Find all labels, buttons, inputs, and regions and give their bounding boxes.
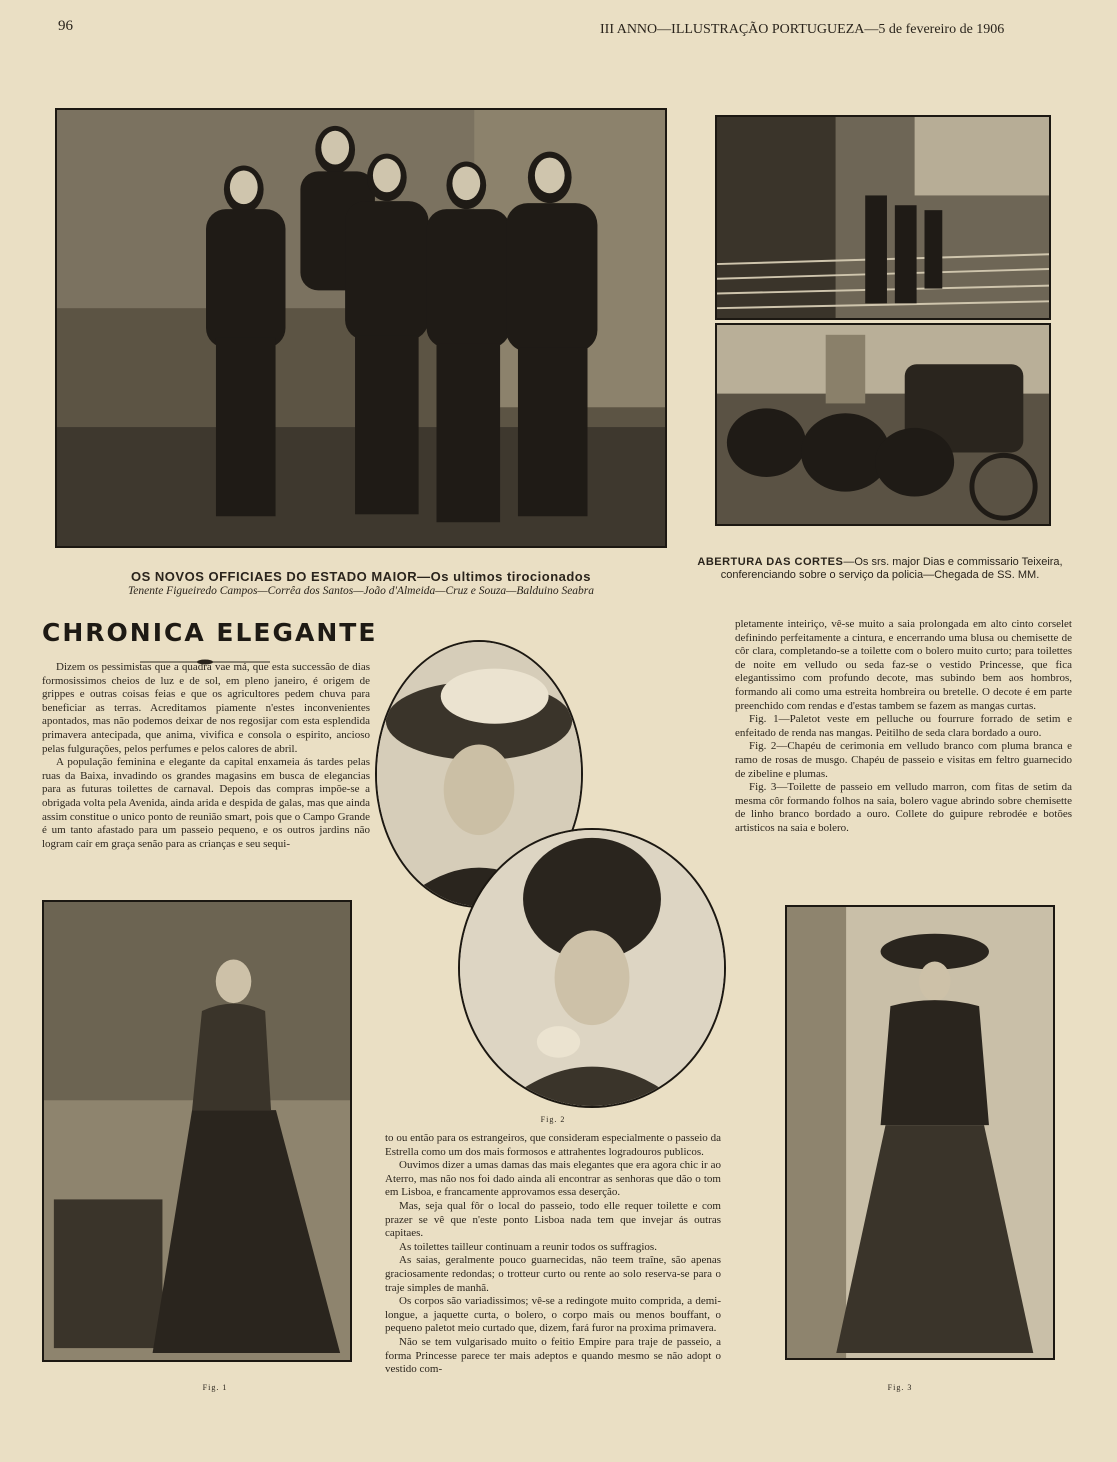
fig1-label: Fig. 1 bbox=[202, 1383, 228, 1392]
officers-caption-title: OS NOVOS OFFICIAES DO ESTADO MAIOR—Os ultimos tirocionados bbox=[131, 569, 591, 584]
col2-paragraph-5: As saias, geralmente pouco guarnecidas, não teem traîne, são apenas graciosamente redondas; o trotteur curto ou rente ao solo reserva-se para o traje simples de manhã. bbox=[385, 1254, 721, 1294]
fig3-label: Fig. 3 bbox=[887, 1383, 913, 1392]
cortes-caption-text: —Os srs. major Dias e commissario Teixeira, conferenciando sobre o serviço da policia—Chegada de SS. MM. bbox=[720, 556, 1063, 581]
col3-fig1-description: Fig. 1—Paletot veste em pelluche ou fourrure forrado de setim e enfeitado de renda nas mangas. Peitilho de seda clara bordado a ouro. bbox=[735, 713, 1072, 739]
officers-group-photo bbox=[55, 108, 667, 548]
col2-paragraph-4: As toilettes tailleur continuam a reunir todos os suffragios. bbox=[399, 1240, 657, 1253]
fig1-fashion-photo bbox=[42, 900, 352, 1362]
article-column-3 bbox=[735, 618, 1072, 836]
article-column-2 bbox=[385, 1132, 721, 1377]
col3-paragraph-1: pletamente inteiriço, vê-se muito a saia prolongada em alto cinto corselet definindo perfeitamente a cintura, e encerrando uma blusa ou chemisette de côr clara, completando-se a toilette com o bolero muito curto; para toilettes de noite em velludo ou seda faz-se o vestido Princesse, que fica elegantissimo com profundo decote, mas subindo bem aos hombros, formando ali como uma estreita hombreira ou bretelle. O decote é em parte preenchido com rendas e d'estas tambem se fazem as mangas curtas. bbox=[735, 618, 1072, 712]
running-title: III ANNO—ILLUSTRAÇÃO PORTUGUEZA—5 de fevereiro de 1906 bbox=[600, 22, 1005, 37]
page-number: 96 bbox=[58, 18, 73, 34]
officers-caption-names: Tenente Figueiredo Campos—Corrêa dos Santos—João d'Almeida—Cruz e Souza—Balduino Seabra bbox=[127, 585, 595, 597]
cortes-photo-top bbox=[715, 115, 1051, 320]
col2-paragraph-2: Ouvimos dizer a umas damas das mais elegantes que era agora chic ir ao Aterro, mas não nos foi dado ainda ali encontrar as senhoras que dão o tom em Lisboa, e francamente approvamos essa deserção. bbox=[385, 1159, 721, 1199]
col2-paragraph-7: Não se tem vulgarisado muito o feitio Empire para traje de passeio, a forma Princesse parece ter mais adeptos e quando mesmo se não adopt o vestido com- bbox=[385, 1335, 721, 1376]
col2-paragraph-1: to ou então para os estrangeiros, que consideram especialmente o passeio da Estrella como um dos mais formosos e attrahentes logradouros publicos. bbox=[385, 1132, 721, 1158]
col2-paragraph-6: Os corpos são variadissimos; vê-se a redingote muito comprida, a demi-longue, a jaquette curta, o bolero, o corpo mais ou menos bouffant, o pequeno paletot meio curtado que, dizem, fará furor na proxima primavera. bbox=[385, 1295, 721, 1335]
col1-paragraph-1: Dizem os pessimistas que a quadra vae má, que esta successão de dias formosissimos cheios de luz e de sol, em pleno janeiro, é origem de grippes e outras coisas feias e que os agricultores pedem chuva para beneficiar as terras. Acreditamos piamente n'estes inconvenientes apontados, mas não podemos deixar de nos regosijar com esta esplendida primavera antecipada, que anima, vivifica e consola o espirito, ancioso pelas fulgurações, pelos perfumes e pelos calores de abril. bbox=[42, 661, 370, 755]
col3-fig3-description: Fig. 3—Toilette de passeio em velludo marron, com fitas de setim da mesma côr formando folhos na saia, bolero vague abrindo sobre chemisette de linho branco bordado a ouro. Collete do guipure rebrodée e botões artisticos na saia e bolero. bbox=[735, 781, 1072, 834]
fig2-label: Fig. 2 bbox=[540, 1115, 566, 1124]
article-heading: CHRONICA ELEGANTE bbox=[42, 618, 378, 647]
article-column-1 bbox=[42, 661, 370, 851]
fig3-fashion-photo bbox=[785, 905, 1055, 1360]
cortes-photo-bottom bbox=[715, 323, 1051, 526]
col2-paragraph-3: Mas, seja qual fôr o local do passeio, todo elle requer toilette e com prazer se vê que n'este ponto Lisboa nada tem que invejar ás outras capitaes. bbox=[385, 1199, 721, 1240]
heading-ornament bbox=[140, 650, 270, 656]
hat-portrait-2 bbox=[458, 828, 726, 1108]
cortes-caption bbox=[690, 556, 1070, 582]
cortes-caption-title: ABERTURA DAS CORTES bbox=[697, 556, 844, 568]
col3-fig2-description: Fig. 2—Chapéu de cerimonia em velludo branco com pluma branca e ramo de rosas de musgo. Chapéu de passeio e visitas em feltro guarnecido de zibeline e plumas. bbox=[735, 740, 1072, 780]
col1-paragraph-2: A população feminina e elegante da capital enxameia ás tardes pelas ruas da Baixa, invadindo os grandes magasins em busca de elegancias para as futuras toilettes de carnaval. Depois das compras impõe-se a obrigada volta pela Avenida, ainda arida e despida de galas, mas que ainda assim constitue o unico ponto de reunião smart, pois que o Campo Grande é um tanto afastado para um passeio pequeno, e os outros jardins não logram caír em graça senão para as crianças e seu sequi- bbox=[42, 756, 370, 850]
